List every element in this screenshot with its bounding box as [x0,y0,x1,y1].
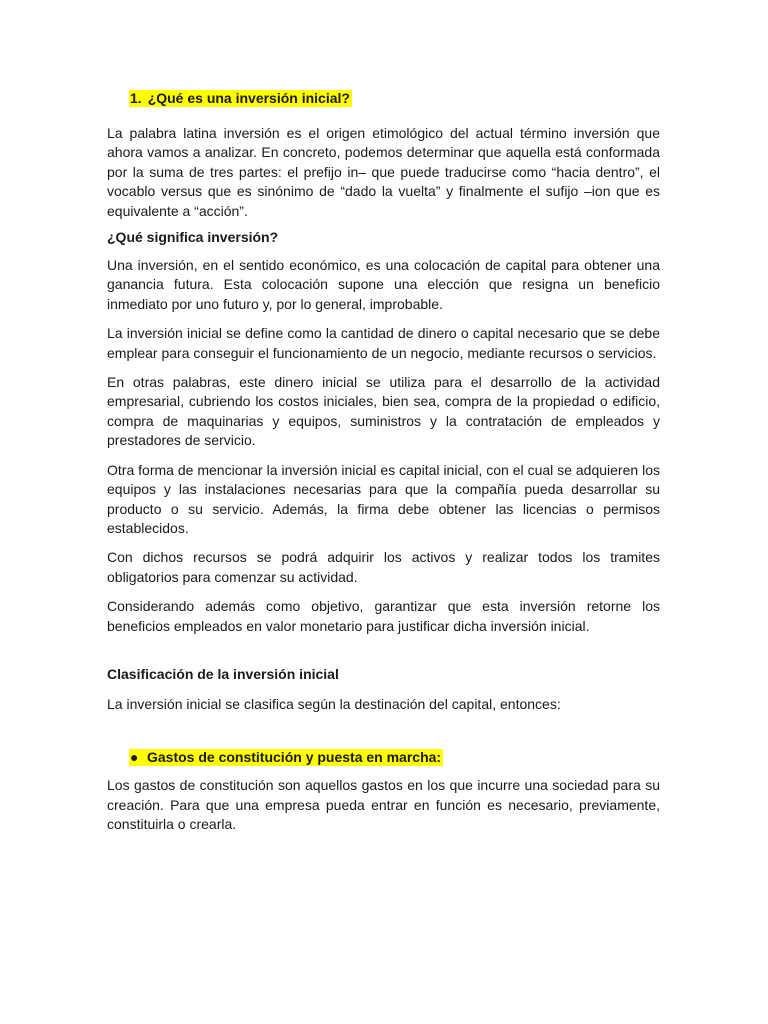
subheading-classification: Clasificación de la inversión inicial [107,665,339,682]
paragraph-etymology: La palabra latina inversión es el origen etimológico del actual término inversión que ahora vamos a analizar. En concreto, podemos determinar que aquella está conformada por la suma de tres partes: el prefijo in– que puede traducirse como “hacia dentro”, el vocablo versus que es sinónimo de “dado la vuelta” y finalmente el sufijo –ion que es equivalente a “acción”. [107,125,660,219]
paragraph-classification-intro: La inversión inicial se clasifica según la destinación del capital, entonces: [107,695,561,712]
bullet-heading-highlight [129,749,443,766]
section-heading [129,90,660,107]
section-title: ¿Qué es una inversión inicial? [147,90,350,106]
bullet-icon: ● [130,749,139,766]
paragraph-constitution-costs: Los gastos de constitución son aquellos gastos en los que incurre una sociedad para su creación. Para que una empresa pueda entrar en función es necesario, previamente, constituirla o crearla. [107,777,660,833]
paragraph-initial-investment: La inversión inicial se define como la cantidad de dinero o capital necesario que se debe emplear para conseguir el funcionamiento de un negocio, mediante recursos o servicios. [107,325,660,361]
paragraph-initial-capital: Otra forma de mencionar la inversión inicial es capital inicial, con el cual se adquieren los equipos y las instalaciones necesarias para que la compañía pueda desarrollar su producto o su servicio. Además, la firma debe obtener las licencias o permisos establecidos. [107,461,660,536]
bullet-heading [129,749,660,766]
paragraph-other-words: En otras palabras, este dinero inicial se utiliza para el desarrollo de la actividad empresarial, cubriendo los costos iniciales, bien sea, compra de la propiedad o edificio, compra de maquinarias y equipos, suministros y la contratación de empleados y prestadores de servicio. [107,374,660,449]
paragraph-definition: Una inversión, en el sentido económico, es una colocación de capital para obtener una ganancia futura. Esta colocación supone una elección que resigna un beneficio inmediato por uno futuro y, por lo general, improbable. [107,257,660,312]
section-heading-highlight [129,90,352,107]
paragraph-objective: Considerando además como objetivo, garantizar que esta inversión retorne los beneficios empleados en valor monetario para justificar dicha inversión inicial. [107,598,660,634]
paragraph-resources: Con dichos recursos se podrá adquirir los activos y realizar todos los tramites obligatorios para comenzar su actividad. [107,549,660,585]
subheading-meaning: ¿Qué significa inversión? [107,229,279,246]
bullet-title: Gastos de constitución y puesta en marcha: [147,749,442,766]
section-number: 1. [130,90,142,106]
document-page [107,90,660,835]
